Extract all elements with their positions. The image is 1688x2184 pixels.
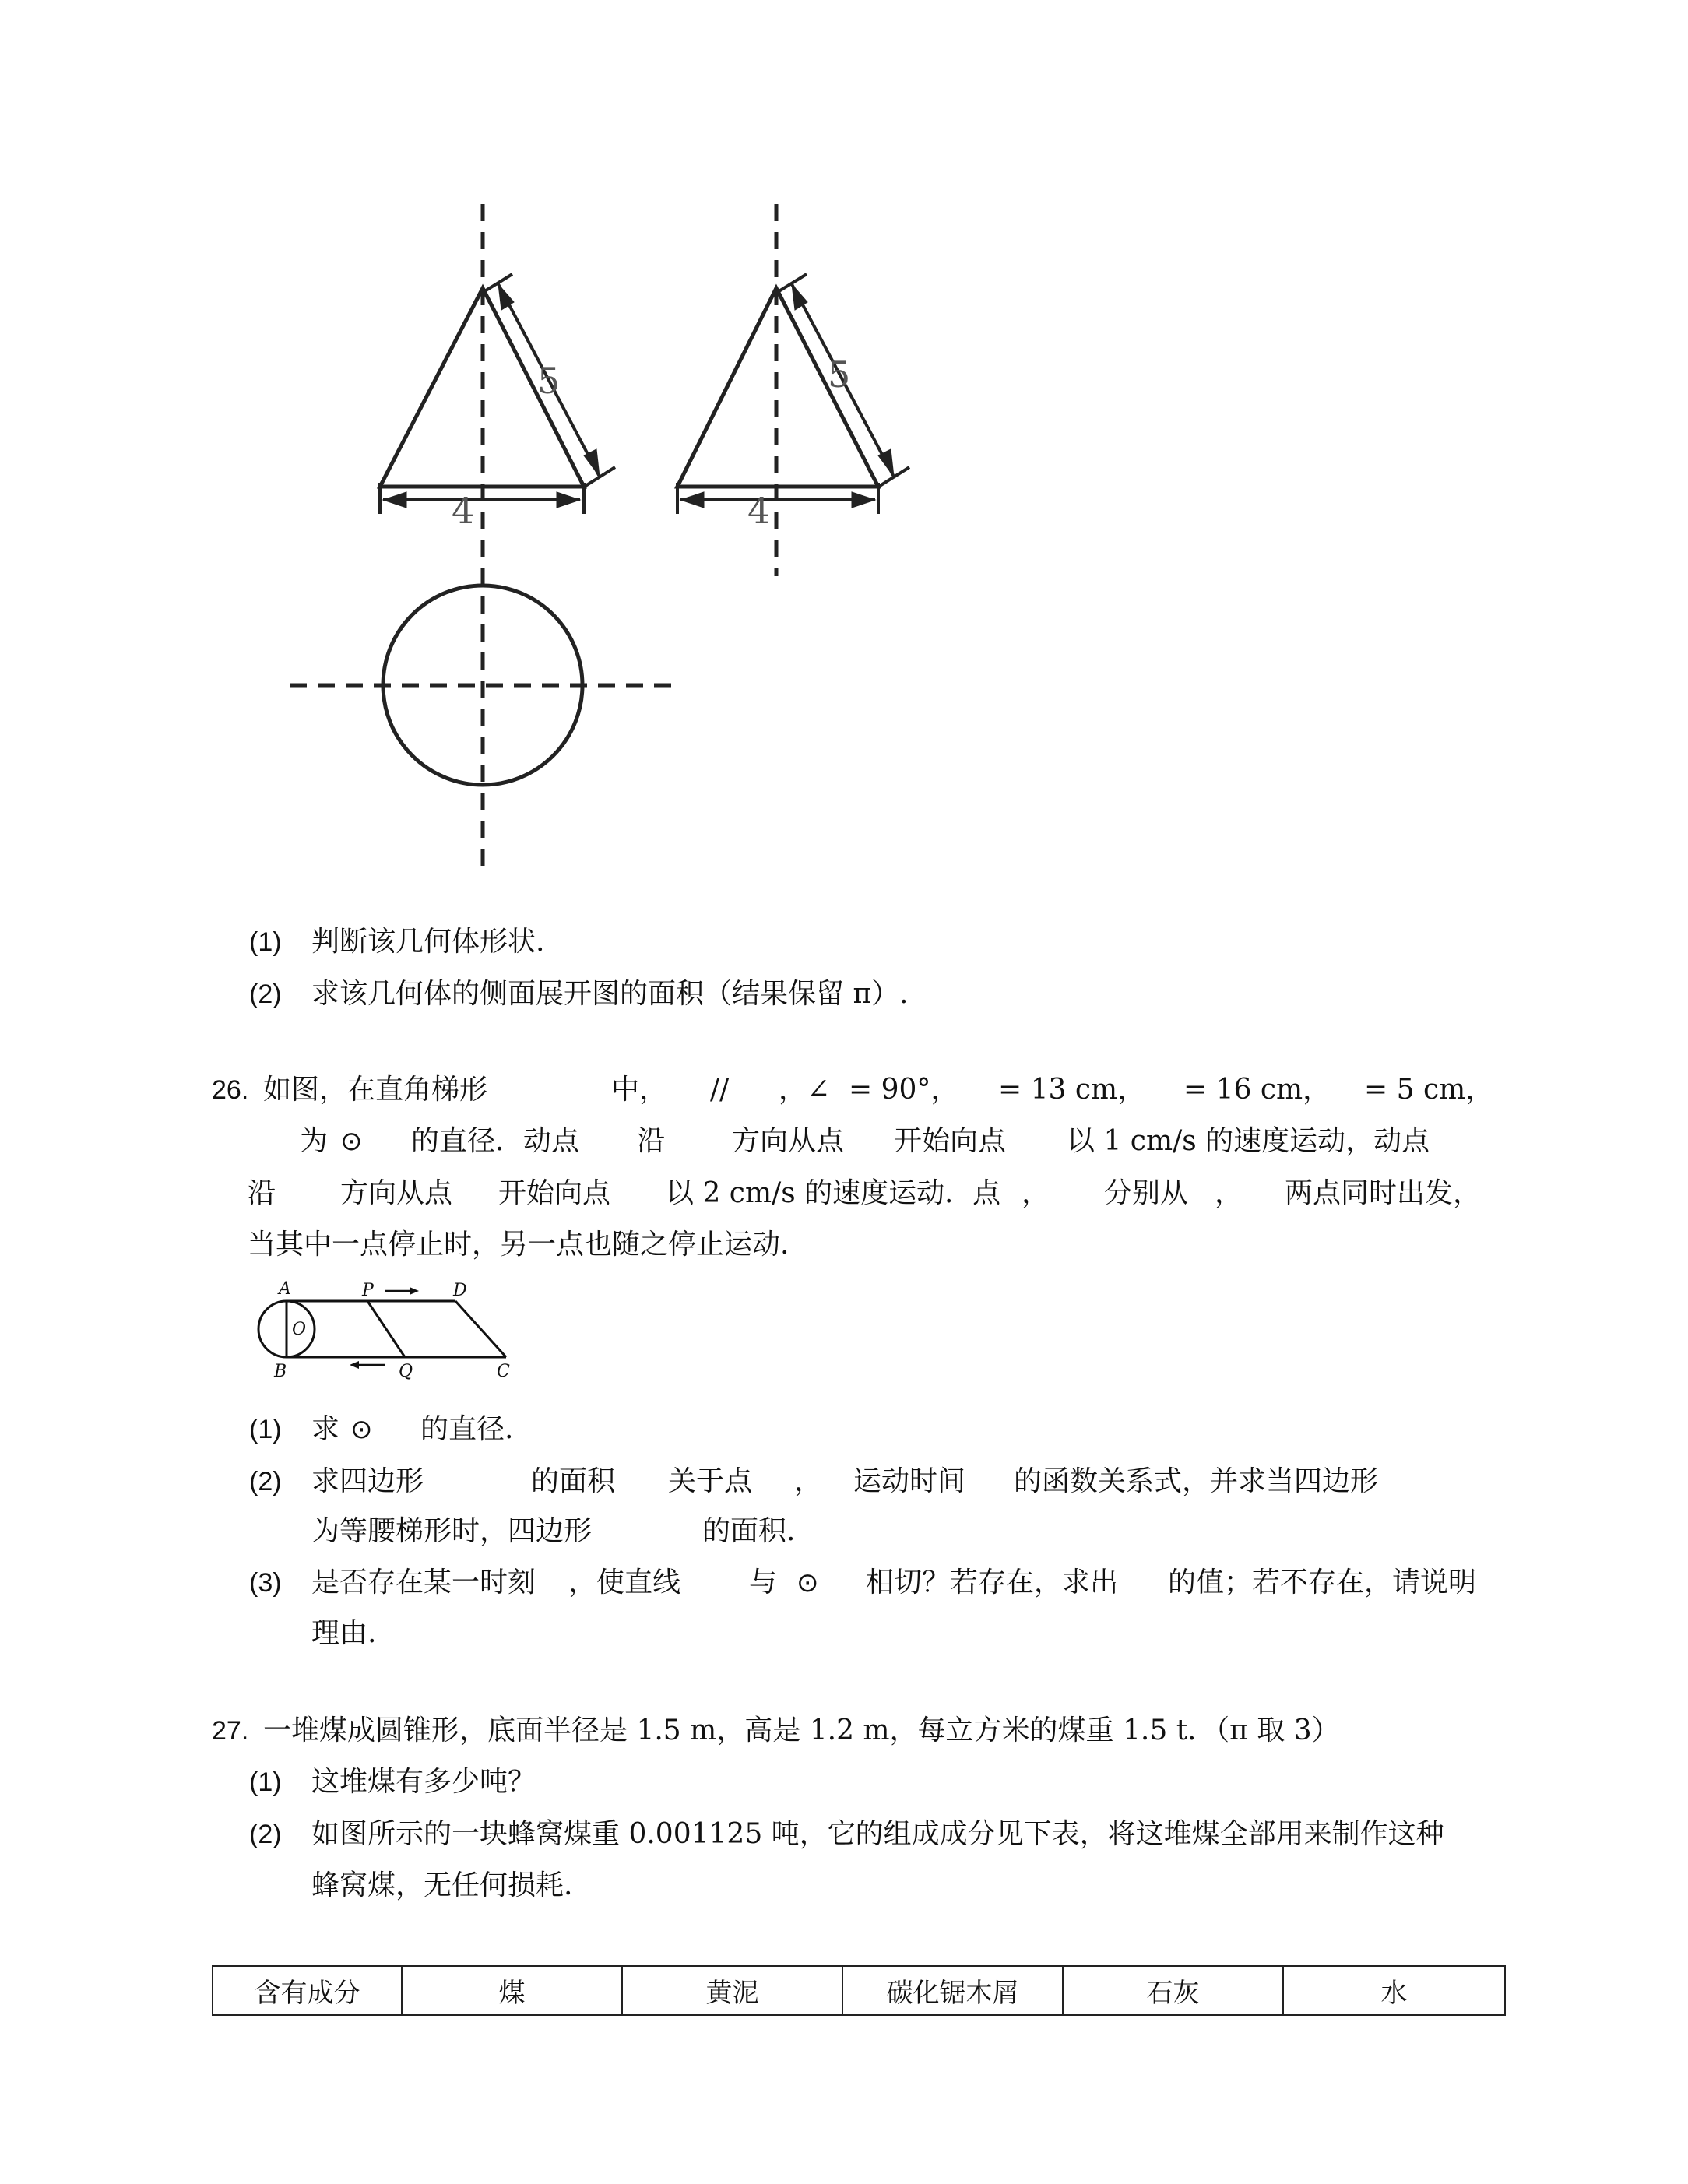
q26-sub2-number: (2) bbox=[249, 1467, 282, 1496]
circle-symbol: ⊙ bbox=[340, 1126, 363, 1157]
front-slant-label: 5 bbox=[537, 360, 561, 402]
q26-sub2-d: ， bbox=[794, 1465, 823, 1497]
q26-sub3-e: 的值；若不存在，请说明 bbox=[1168, 1567, 1477, 1598]
q26-line4: 当其中一点停止时，另一点也随之停止运动. bbox=[248, 1229, 789, 1261]
label-c: C bbox=[497, 1362, 510, 1381]
label-a: A bbox=[279, 1279, 291, 1299]
q26-sub3-a: 是否存在某一时刻 bbox=[311, 1567, 536, 1598]
q26-line2-e: 开始向点 bbox=[894, 1125, 1007, 1157]
q25-sub1-number: (1) bbox=[249, 927, 282, 957]
q26-line3-g: ， bbox=[1215, 1177, 1243, 1209]
q26-line1-a: 如图，在直角梯形 bbox=[263, 1074, 488, 1106]
q26-sub3-c: 与 bbox=[749, 1567, 778, 1598]
label-o: O bbox=[292, 1320, 307, 1339]
q25-sub2-number: (2) bbox=[249, 979, 282, 1009]
trapezoid-figure bbox=[241, 1277, 522, 1386]
q26-line3-d: 以 2 cm/s 的速度运动．点 bbox=[666, 1177, 1001, 1209]
q27-stem: 一堆煤成圆锥形，底面半径是 1.5 m，高是 1.2 m，每立方米的煤重 1.5 t．（π 取 3） bbox=[263, 1714, 1340, 1746]
q26-line2-d: 方向从点 bbox=[732, 1125, 845, 1157]
q26-line3-e: ， bbox=[1022, 1177, 1050, 1209]
q26-sub2-a: 求四边形 bbox=[311, 1465, 424, 1497]
q26-line1-c: // bbox=[710, 1074, 730, 1106]
q26-line2-f: 以 1 cm/s 的速度运动，动点 bbox=[1067, 1125, 1430, 1157]
table-header-cell: 含有成分 bbox=[213, 1966, 402, 2015]
label-p: P bbox=[362, 1281, 374, 1300]
q27-sub2-line1: 如图所示的一块蜂窝煤重 0.001125 吨，它的组成成分见下表，将这堆煤全部用来制作这种 bbox=[311, 1818, 1444, 1850]
table-header-cell: 黄泥 bbox=[622, 1966, 842, 2015]
q26-sub2-c: 关于点 bbox=[668, 1465, 753, 1497]
q26-number: 26. bbox=[212, 1075, 249, 1105]
circle-symbol: ⊙ bbox=[797, 1567, 819, 1598]
q25-sub1-text: 判断该几何体形状. bbox=[311, 926, 545, 958]
q27-sub2-number: (2) bbox=[249, 1820, 282, 1849]
three-view-figure bbox=[0, 0, 1688, 903]
q26-sub3-f: 理由. bbox=[311, 1617, 377, 1649]
q25-sub2-text: 求该几何体的侧面展开图的面积（结果保留 π）. bbox=[311, 978, 909, 1010]
q26-sub2-g: 为等腰梯形时，四边形 bbox=[311, 1515, 593, 1547]
table-header-cell: 碳化锯木屑 bbox=[842, 1966, 1063, 2015]
q27-number: 27. bbox=[212, 1716, 249, 1746]
q26-line3-f: 分别从 bbox=[1104, 1177, 1189, 1209]
q26-sub2-h: 的面积. bbox=[702, 1515, 796, 1547]
q26-sub2-e: 运动时间 bbox=[853, 1465, 966, 1497]
q26-sub2-f: 的函数关系式，并求当四边形 bbox=[1014, 1465, 1379, 1497]
label-d: D bbox=[453, 1281, 467, 1300]
q26-sub3-d: 相切？若存在，求出 bbox=[866, 1567, 1119, 1598]
table-header-cell: 石灰 bbox=[1063, 1966, 1283, 2015]
q26-line3-c: 开始向点 bbox=[498, 1177, 611, 1209]
q27-sub1-number: (1) bbox=[249, 1767, 282, 1797]
label-q: Q bbox=[399, 1362, 413, 1381]
q26-line1-h: = 5 cm， bbox=[1364, 1074, 1494, 1106]
side-base-label: 4 bbox=[747, 490, 771, 532]
q26-sub1-number: (1) bbox=[249, 1415, 282, 1444]
q26-sub3-number: (3) bbox=[249, 1568, 282, 1598]
q26-line1-g: = 16 cm， bbox=[1183, 1074, 1331, 1106]
q27-sub2-line2: 蜂窝煤，无任何损耗. bbox=[311, 1869, 573, 1901]
front-base-label: 4 bbox=[452, 490, 475, 532]
q26-line3-a: 沿 bbox=[248, 1177, 276, 1209]
table-header-cell: 水 bbox=[1283, 1966, 1505, 2015]
q26-line2-c: 沿 bbox=[637, 1125, 666, 1157]
table-header-cell: 煤 bbox=[402, 1966, 622, 2015]
q26-line1-b: 中， bbox=[611, 1074, 668, 1106]
q26-line3-b: 方向从点 bbox=[340, 1177, 453, 1209]
circle-symbol: ⊙ bbox=[350, 1414, 373, 1445]
q26-line2-b: 的直径．动点 bbox=[411, 1125, 580, 1157]
composition-table bbox=[212, 1965, 1506, 2016]
q26-sub1-b: 的直径. bbox=[420, 1413, 514, 1445]
q26-sub1-a: 求 bbox=[311, 1413, 340, 1445]
table-header-row bbox=[213, 1966, 1505, 2015]
q26-sub3-b: ，使直线 bbox=[568, 1567, 681, 1598]
q26-line1-f: = 13 cm， bbox=[998, 1074, 1146, 1106]
q26-line3-h: 两点同时出发， bbox=[1285, 1177, 1482, 1209]
q26-line1-e: = 90°， bbox=[849, 1074, 959, 1106]
label-b: B bbox=[274, 1362, 287, 1381]
side-slant-label: 5 bbox=[828, 353, 851, 396]
q27-sub1-text: 这堆煤有多少吨？ bbox=[311, 1766, 536, 1798]
q26-sub2-b: 的面积 bbox=[531, 1465, 616, 1497]
q26-line1-d: ，∠ bbox=[779, 1074, 831, 1106]
q26-line2-a: 为 bbox=[300, 1125, 329, 1157]
